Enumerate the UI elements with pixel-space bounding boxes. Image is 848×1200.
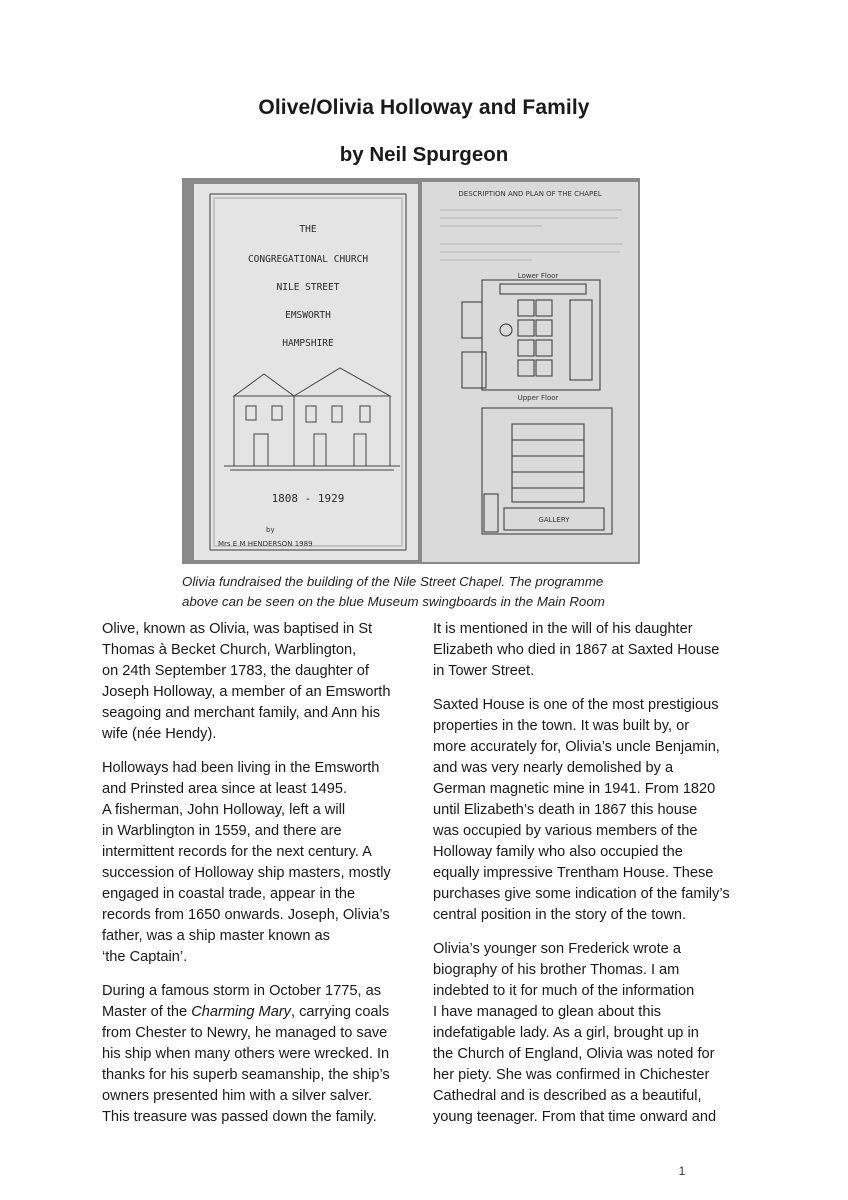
chapel-sketch [224, 368, 400, 470]
plan-upper-label: Upper Floor [517, 394, 559, 402]
text-line: and Prinsted area since at least 1495. [102, 781, 348, 797]
programme-cover-drawing [194, 184, 418, 560]
text-line: Olivia’s younger son Frederick wrote a [433, 941, 681, 957]
text-line: owners presented him with a silver salver. [102, 1088, 373, 1104]
text-line: A fisherman, John Holloway, left a will [102, 802, 346, 818]
page-title: Olive/Olivia Holloway and Family [258, 96, 590, 119]
text-line: Olive, known as Olivia, was baptised in St [102, 621, 373, 637]
text-line: father, was a ship master known as [102, 928, 330, 944]
text-line: wife (née Hendy). [102, 726, 217, 742]
text-line: Thomas à Becket Church, Warblington, [102, 642, 357, 658]
lower-floor-plan [462, 280, 600, 390]
paragraph-storm [102, 981, 422, 1128]
text-line: thanks for his superb seamanship, the ship’s [102, 1067, 390, 1083]
text-run: Master of the [102, 1004, 192, 1020]
figure-caption [182, 572, 652, 612]
text-line: During a famous storm in October 1775, as [102, 983, 382, 999]
text-line: ‘the Captain’. [102, 949, 188, 965]
text-line: was occupied by various members of the [433, 823, 698, 839]
text-line: young teenager. From that time onward and [433, 1109, 717, 1125]
right-column [433, 619, 753, 1141]
text-line: engaged in coastal trade, appear in the [102, 886, 356, 902]
text-line: intermittent records for the next century. A [102, 844, 372, 860]
text-line: Holloways had been living in the Emsworth [102, 760, 380, 776]
text-line: and was very nearly demolished by a [433, 760, 674, 776]
caption-line: above can be seen on the blue Museum swingboards in the Main Room [182, 594, 605, 609]
text-line: Holloway family who also occupied the [433, 844, 683, 860]
chapel-programme-photo [182, 178, 640, 564]
page-number: 1 [678, 1164, 686, 1178]
text-line: Elizabeth who died in 1867 at Saxted House [433, 642, 720, 658]
paragraph-baptism [102, 619, 422, 745]
plan-lower-label: Lower Floor [517, 272, 559, 280]
paragraph-will [433, 619, 753, 682]
cover-years: 1808 - 1929 [271, 492, 345, 505]
cover-line-church: CONGREGATIONAL CHURCH [247, 254, 369, 265]
paragraph-biography [433, 939, 753, 1128]
text-line [102, 1002, 422, 1023]
cover-line-the: THE [299, 224, 317, 235]
text-line: Joseph Holloway, a member of an Emsworth [102, 684, 391, 700]
paragraph-saxted-house [433, 695, 753, 926]
chapel-floor-plan [422, 182, 638, 562]
text-line: his ship when many others were wrecked. In [102, 1046, 390, 1062]
cover-by: by [266, 526, 275, 534]
text-line: central position in the story of the town. [433, 907, 687, 923]
text-line: properties in the town. It was built by, or [433, 718, 690, 734]
text-line: in Tower Street. [433, 663, 535, 679]
text-line: Cathedral and is described as a beautiful, [433, 1088, 702, 1104]
caption-line: Olivia fundraised the building of the Nile Street Chapel. The programme [182, 574, 604, 589]
text-line: This treasure was passed down the family. [102, 1109, 377, 1125]
text-line: seagoing and merchant family, and Ann his [102, 705, 380, 721]
text-line: records from 1650 onwards. Joseph, Olivia’s [102, 907, 390, 923]
text-line: from Chester to Newry, he managed to save [102, 1025, 388, 1041]
programme-cover [194, 184, 418, 560]
text-line: indefatigable lady. As a girl, brought up in [433, 1025, 699, 1041]
text-line: purchases give some indication of the family’s [433, 886, 730, 902]
plan-gallery-label: GALLERY [538, 516, 570, 524]
cover-line-street: NILE STREET [276, 282, 340, 293]
text-line: biography of his brother Thomas. I am [433, 962, 680, 978]
text-line: German magnetic mine in 1941. From 1820 [433, 781, 716, 797]
cover-line-county: HAMPSHIRE [282, 338, 334, 349]
text-line: until Elizabeth’s death in 1867 this house [433, 802, 698, 818]
text-line: It is mentioned in the will of his daughter [433, 621, 693, 637]
plan-heading: DESCRIPTION AND PLAN OF THE CHAPEL [458, 190, 602, 198]
text-line: more accurately for, Olivia’s uncle Benjamin, [433, 739, 720, 755]
text-line: succession of Holloway ship masters, mostly [102, 865, 391, 881]
ship-name: Charming Mary [191, 1004, 291, 1020]
text-line: in Warblington in 1559, and there are [102, 823, 342, 839]
text-line: Saxted House is one of the most prestigious [433, 697, 719, 713]
floor-plan-drawing [422, 182, 638, 562]
text-line: on 24th September 1783, the daughter of [102, 663, 369, 679]
cover-line-town: EMSWORTH [285, 310, 331, 321]
text-line: her piety. She was confirmed in Chichester [433, 1067, 710, 1083]
paragraph-holloway-history [102, 758, 422, 968]
text-line: I have managed to glean about this [433, 1004, 661, 1020]
cover-author: Mrs E M HENDERSON 1989 [218, 540, 313, 548]
text-line: the Church of England, Olivia was noted for [433, 1046, 715, 1062]
text-run: , carrying coals [290, 1004, 390, 1020]
left-column [102, 619, 422, 1141]
text-line: indebted to it for much of the information [433, 983, 695, 999]
byline: by Neil Spurgeon [339, 143, 509, 166]
text-line: equally impressive Trentham House. These [433, 865, 714, 881]
